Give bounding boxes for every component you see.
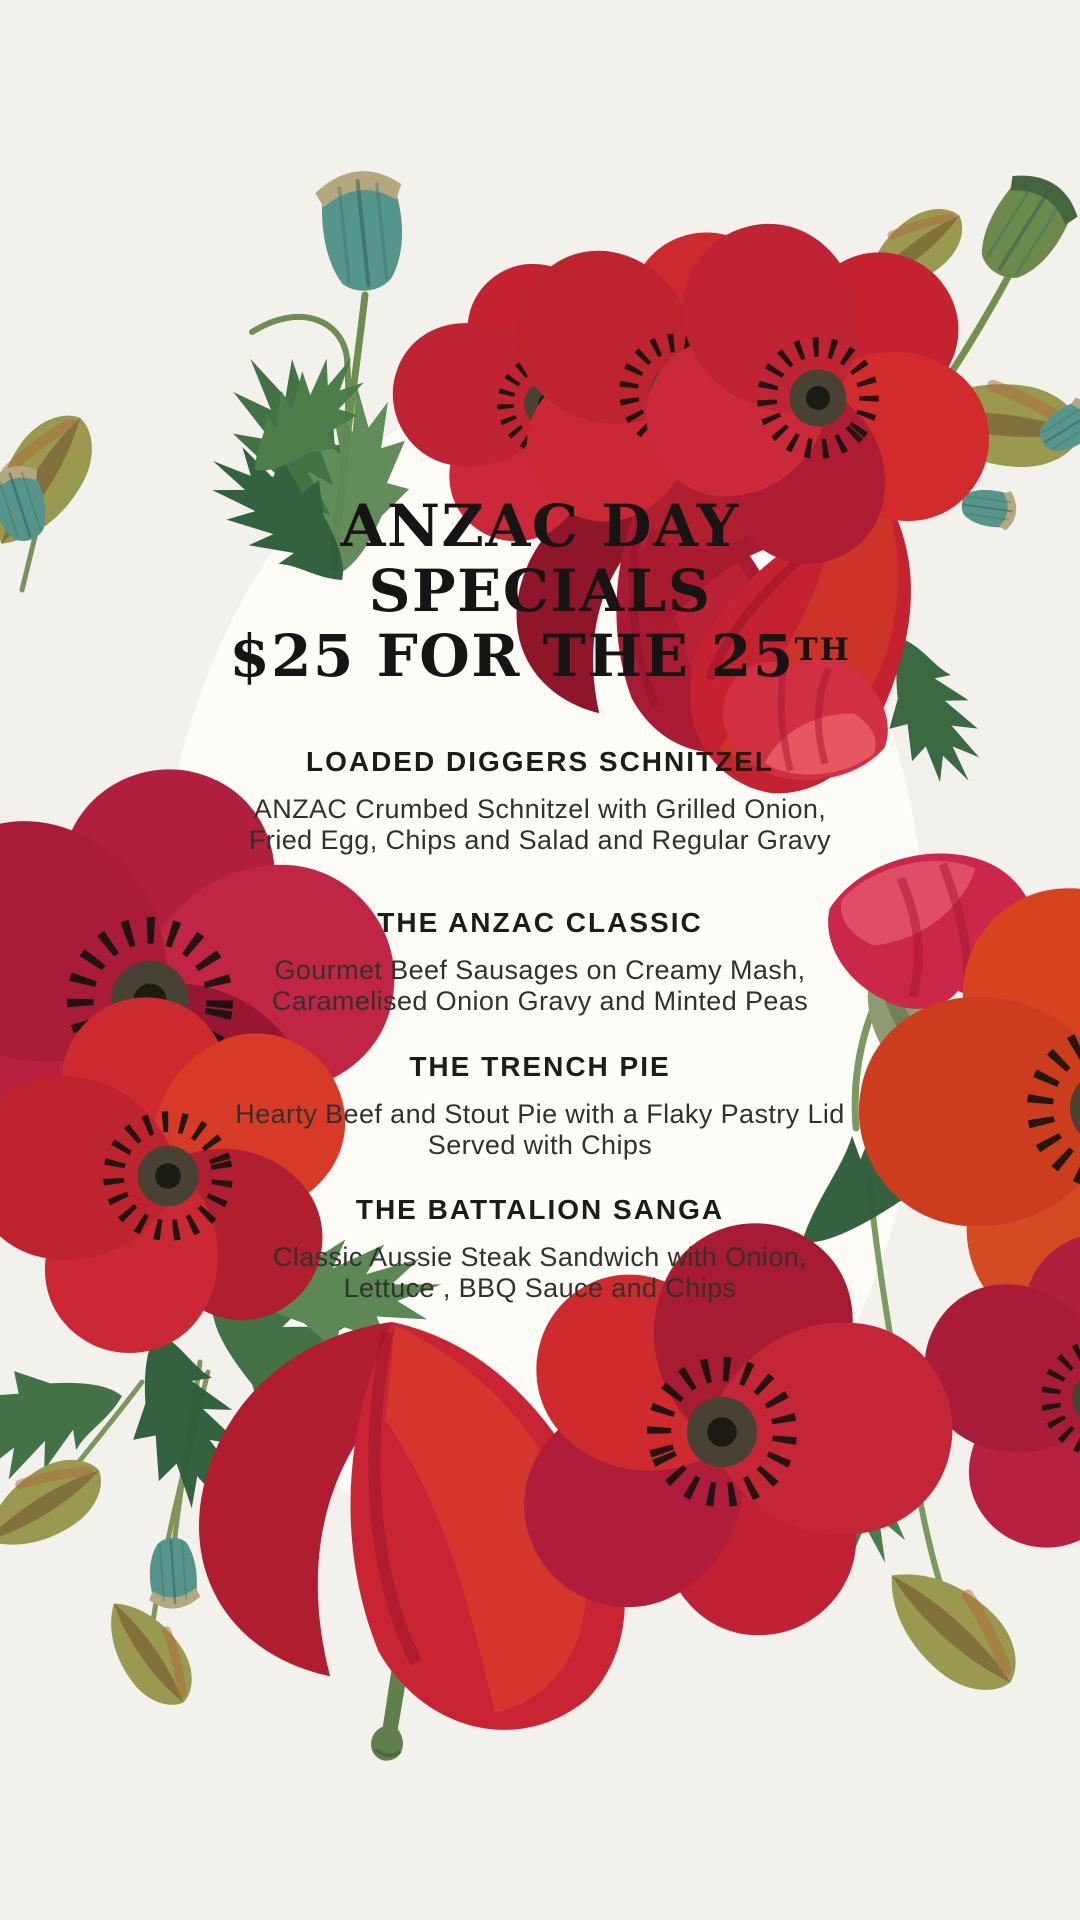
menu-item-name: LOADED DIGGERS SCHNITZEL: [305, 746, 774, 777]
menu-item-description: [0, 794, 1080, 856]
menu-item-description: [0, 1242, 1080, 1304]
menu-item-description: [0, 955, 1080, 1017]
title-line2: SPECIALS: [368, 557, 712, 625]
description-line: Classic Aussie Steak Sandwich with Onion,: [272, 1242, 808, 1272]
menu-item-the-battalion-sanga: [0, 1193, 1080, 1304]
menu-item-name: THE ANZAC CLASSIC: [377, 907, 703, 938]
description-line: Served with Chips: [427, 1130, 653, 1160]
title-line3-ordinal: TH: [794, 632, 851, 669]
title-line1: ANZAC DAY: [340, 492, 740, 560]
title-line3: [0, 624, 1080, 699]
menu-item-name: THE TRENCH PIE: [409, 1051, 671, 1082]
menu-item-description: [0, 1099, 1080, 1161]
page-title: [0, 494, 1080, 699]
description-line: Hearty Beef and Stout Pie with a Flaky Pastry Lid: [235, 1099, 845, 1129]
menu-item-the-trench-pie: [0, 1050, 1080, 1161]
description-line: Lettuce , BBQ Sauce and Chips: [343, 1273, 737, 1303]
menu-item-the-anzac-classic: [0, 906, 1080, 1017]
description-line: Gourmet Beef Sausages on Creamy Mash,: [274, 955, 806, 985]
menu-item-loaded-diggers-schnitzel: [0, 745, 1080, 856]
menu-item-name: THE BATTALION SANGA: [355, 1194, 725, 1225]
title-line3-text: $25 FOR THE 25: [229, 622, 795, 690]
description-line: ANZAC Crumbed Schnitzel with Grilled Onion,: [253, 794, 827, 824]
description-line: Caramelised Onion Gravy and Minted Peas: [271, 986, 809, 1016]
description-line: Fried Egg, Chips and Salad and Regular Gravy: [249, 825, 831, 855]
